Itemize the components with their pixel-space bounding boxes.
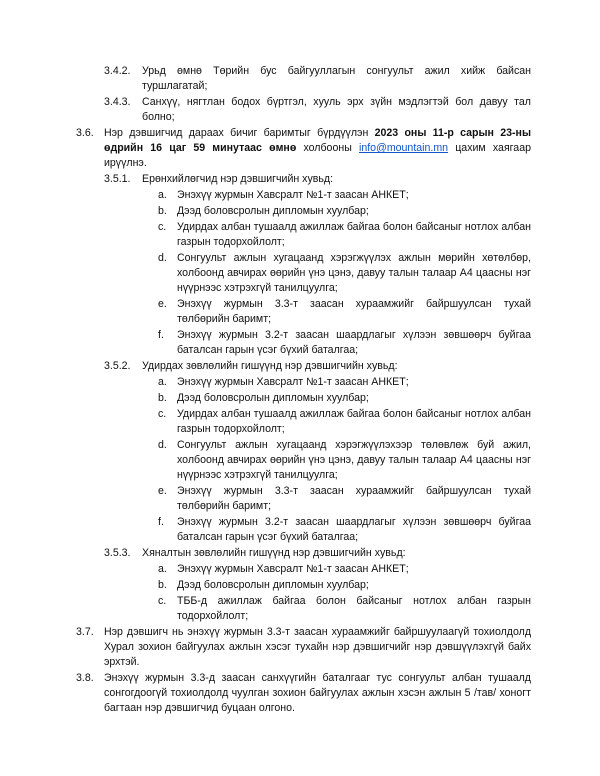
clause-number: 3.6. <box>76 127 94 139</box>
list-item <box>0 515 600 545</box>
list-text: Сонгуульт ажлын хугацаанд хэрэгжүүлэхээр төлөвлөж буй ажил, холбоонд авчирах өөрийн үнэ цэнэ, давуу талын талаар А4 цаасны нэг нүүрнээс хэтрэхгүй танилцуулга; <box>177 439 531 481</box>
list-item <box>0 251 600 296</box>
list-item <box>0 407 600 437</box>
list-item <box>0 297 600 327</box>
list-letter: d. <box>158 439 167 451</box>
clause-text: Санхүү, нягтлан бодох бүртгэл, хууль эрх зүйн мэдлэгтэй бол давуу тал болно; <box>142 96 531 123</box>
list-letter: c. <box>158 595 167 607</box>
section-heading: Хяналтын зөвлөлийн гишүүнд нэр дэвшигчийн хувьд: <box>142 547 406 559</box>
section-heading: Ерөнхийлөгчид нэр дэвшигчийн хувьд: <box>142 173 334 185</box>
list-item <box>0 438 600 483</box>
list-text: Энэхүү журмын Хавсралт №1-т заасан АНКЕТ; <box>177 376 409 388</box>
list-letter: b. <box>158 392 167 404</box>
clause-number: 3.7. <box>76 626 94 638</box>
clause-number: 3.5.3. <box>104 547 131 559</box>
clause-number: 3.4.3. <box>104 96 131 108</box>
list-letter: f. <box>158 516 164 528</box>
list-letter: b. <box>158 579 167 591</box>
list-text: Энэхүү журмын 3.2-т заасан шаардлагыг хүлээн зөвшөөрч буйгаа баталсан гарын үсэг бүхий баталгаа; <box>177 516 531 543</box>
list-letter: c. <box>158 221 167 233</box>
clause-3-8 <box>0 671 600 716</box>
list-letter: f. <box>158 329 164 341</box>
list-text: Энэхүү журмын 3.3-т заасан хураамжийг байршуулсан тухай төлбөрийн баримт; <box>177 298 531 325</box>
list-letter: a. <box>158 563 167 575</box>
clause-text: Урьд өмнө Төрийн бус байгууллагын сонгуульт ажил хийж байсан туршлагатай; <box>142 65 531 92</box>
list-text: Удирдах албан тушаалд ажиллаж байгаа болон байсаныг нотлох албан газрын тодорхойлолт; <box>177 408 531 435</box>
list-item <box>0 484 600 514</box>
list-item <box>0 204 600 219</box>
list-text: Дээд боловсролын дипломын хуулбар; <box>177 579 369 591</box>
list-letter: b. <box>158 205 167 217</box>
list-letter: e. <box>158 298 167 310</box>
list-letter: c. <box>158 408 167 420</box>
list-item <box>0 220 600 250</box>
list-letter: d. <box>158 252 167 264</box>
list-text: Энэхүү журмын 3.2-т заасан шаардлагыг хүлээн зөвшөөрч буйгаа баталсан гарын үсэг бүхий баталгаа; <box>177 329 531 356</box>
clause-text <box>104 126 531 171</box>
clause-text: Нэр дэвшигч нь энэхүү журмын 3.3-т заасан хураамжийг байршуулаагүй тохиолдолд Хурал зохион байгуулах ажлын хэсэг тухайн нэр дэвшигчийг нэр дэвшүүлэхгүй байх эрхтэй. <box>104 626 531 668</box>
section-heading: Удирдах зөвлөлийн гишүүнд нэр дэвшигчийн хувьд: <box>142 360 398 372</box>
list-text: Энэхүү журмын Хавсралт №1-т заасан АНКЕТ; <box>177 189 409 201</box>
text-before: Нэр дэвшигчид дараах бичиг баримтыг бүрдүүлэн <box>104 127 375 139</box>
list-item <box>0 188 600 203</box>
list-letter: a. <box>158 376 167 388</box>
list-letter: e. <box>158 485 167 497</box>
list-text: Дээд боловсролын дипломын хуулбар; <box>177 392 369 404</box>
list-item <box>0 594 600 624</box>
clause-3-5-1 <box>0 172 600 187</box>
list-item <box>0 578 600 593</box>
text-mid: холбооны <box>296 142 359 154</box>
clause-3-6 <box>0 126 600 171</box>
text-after: цахим хаягаар ирүүлнэ. <box>104 142 531 169</box>
clause-3-5-2 <box>0 359 600 374</box>
document-page <box>0 64 600 717</box>
list-item <box>0 328 600 358</box>
list-item <box>0 375 600 390</box>
clause-number: 3.5.2. <box>104 360 131 372</box>
clause-3-5-3 <box>0 546 600 561</box>
list-item <box>0 391 600 406</box>
list-text: Дээд боловсролын дипломын хуулбар; <box>177 205 369 217</box>
clause-number: 3.4.2. <box>104 65 131 77</box>
deadline-text: 2023 оны 11-р сарын 23-ны өдрийн 16 цаг 59 минутаас өмнө <box>104 127 531 154</box>
list-text: Энэхүү журмын 3.3-т заасан хураамжийг байршуулсан тухай төлбөрийн баримт; <box>177 485 531 512</box>
list-item <box>0 562 600 577</box>
email-link[interactable]: info@mountain.mn <box>358 142 449 154</box>
clause-number: 3.5.1. <box>104 173 131 185</box>
clause-3-4-2 <box>0 64 600 94</box>
clause-3-7 <box>0 625 600 670</box>
list-letter: a. <box>158 189 167 201</box>
list-text: ТББ-д ажиллаж байгаа болон байсаныг нотлох албан газрын тодорхойлолт; <box>177 595 531 622</box>
clause-text: Энэхүү журмын 3.3-д заасан санхүүгийн баталгааг тус сонгуульт албан тушаалд сонгогдоогүй тохиолдолд чуулган зохион байгуулах ажлын хэсэн ажлын 5 /тав/ хоногт багтаан нэр дэвшигчид буцаан олгоно. <box>104 672 531 714</box>
clause-3-4-3 <box>0 95 600 125</box>
clause-number: 3.8. <box>76 672 94 684</box>
list-text: Сонгуульт ажлын хугацаанд хэрэгжүүлэх ажлын мөрийн хөтөлбөр, холбоонд авчирах өөрийн үнэ цэнэ, давуу талын талаар А4 цаасны нэг нүүрнээс хэтрэхгүй танилцуулга; <box>177 252 531 294</box>
list-text: Энэхүү журмын Хавсралт №1-т заасан АНКЕТ; <box>177 563 409 575</box>
list-text: Удирдах албан тушаалд ажиллаж байгаа болон байсаныг нотлох албан газрын тодорхойлолт; <box>177 221 531 248</box>
